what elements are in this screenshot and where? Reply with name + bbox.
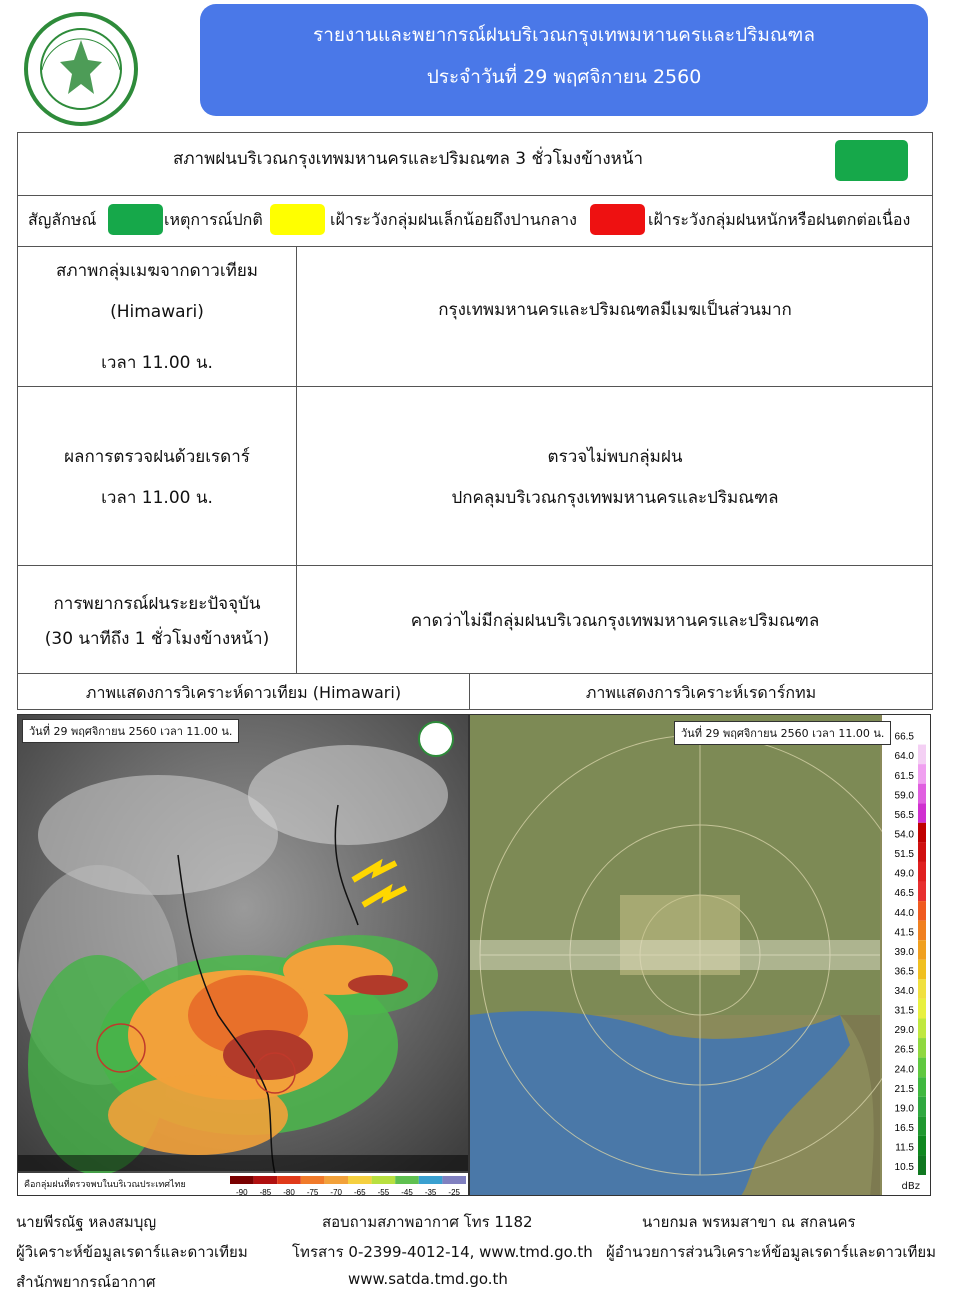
radar-caption: ภาพแสดงการวิเคราะห์เรดาร์กทม <box>585 683 817 702</box>
dbz-scale-swatch <box>918 764 926 784</box>
ir-scale-swatch <box>277 1176 301 1184</box>
ir-scale-label: -85 <box>259 1188 272 1196</box>
satellite-label-1: สภาพกลุ่มเมฆจากดาวเทียม <box>56 261 258 281</box>
dbz-scale-label: 11.5 <box>895 1142 914 1154</box>
dbz-scale-swatch <box>918 882 926 902</box>
dbz-scale-swatch <box>918 1077 926 1097</box>
ir-scale-swatch <box>230 1176 254 1184</box>
dbz-scale-label: 49.0 <box>894 868 914 880</box>
dbz-scale-label: 46.5 <box>894 888 914 900</box>
dbz-scale-label: 39.0 <box>894 946 914 958</box>
dbz-scale-label: 34.0 <box>894 986 914 998</box>
legend-watch-label: เฝ้าระวังกลุ่มฝนเล็กน้อยถึงปานกลาง <box>330 210 577 229</box>
dbz-scale-label: 10.5 <box>894 1162 914 1174</box>
report-title-banner <box>200 4 928 116</box>
satellite-label-2: (Himawari) <box>110 302 204 322</box>
dbz-scale-label: 59.0 <box>894 790 914 802</box>
ir-scale-label: -70 <box>330 1188 342 1196</box>
dbz-scale-label: 16.5 <box>894 1122 914 1134</box>
radar-label-1: ผลการตรวจฝนด้วยเรดาร์ <box>64 447 250 467</box>
dbz-scale-label: 64.0 <box>894 751 914 763</box>
dbz-scale-label: 44.0 <box>894 907 914 919</box>
dbz-scale-swatch <box>918 1058 926 1078</box>
report-date: ประจำวันที่ 29 พฤศจิกายน 2560 <box>426 66 702 88</box>
ir-scale-swatch <box>254 1176 278 1184</box>
legend-label: สัญลักษณ์ <box>28 210 97 229</box>
ir-scale-swatch <box>442 1176 466 1184</box>
dbz-scale-swatch <box>918 1155 926 1175</box>
satellite-label-3: เวลา 11.00 น. <box>101 353 213 373</box>
dbz-scale-swatch <box>918 901 926 921</box>
ir-scale-label: -55 <box>377 1188 390 1196</box>
ir-scale-swatch <box>301 1176 325 1184</box>
contact-website: www.satda.tmd.go.th <box>348 1270 508 1288</box>
ir-scale-label: -35 <box>424 1188 437 1196</box>
satellite-caption: ภาพแสดงการวิเคราะห์ดาวเทียม (Himawari) <box>85 683 402 702</box>
dbz-scale-swatch <box>918 784 926 804</box>
ir-scale-label: -90 <box>236 1188 248 1196</box>
dbz-scale-label: 56.5 <box>894 809 914 821</box>
dbz-scale-label: 36.5 <box>894 966 914 978</box>
ir-scale-swatch <box>372 1176 396 1184</box>
dbz-scale-label: 31.5 <box>894 1005 914 1017</box>
office-name: สำนักพยากรณ์อากาศ <box>16 1273 156 1291</box>
status-heading: สภาพฝนบริเวณกรุงเทพมหานครและปริมณฑล 3 ชั่วโมงข้างหน้า <box>172 149 644 169</box>
ir-scale-swatch <box>419 1176 443 1184</box>
contact-fax: โทรสาร 0-2399-4012-14, www.tmd.go.th <box>292 1243 593 1261</box>
dbz-scale-swatch <box>918 1116 926 1136</box>
dbz-scale-swatch <box>918 803 926 823</box>
dbz-scale-swatch <box>918 960 926 980</box>
director-title: ผู้อำนวยการส่วนวิเคราะห์ข้อมูลเรดาร์และดาวเทียม <box>606 1243 937 1261</box>
dbz-scale-swatch <box>918 725 926 745</box>
dbz-scale-swatch <box>918 823 926 843</box>
dbz-scale-label: 66.5 <box>894 731 914 743</box>
nowcast-label-2: (30 นาทีถึง 1 ชั่วโมงข้างหน้า) <box>44 629 270 649</box>
dbz-scale-swatch <box>918 1136 926 1156</box>
dbz-scale-swatch <box>918 921 926 941</box>
ir-scale-label: -45 <box>401 1188 413 1196</box>
radar-label-2: เวลา 11.00 น. <box>101 488 213 508</box>
satellite-key-note: คือกลุ่มฝนที่ตรวจพบในบริเวณประเทศไทย <box>24 1180 186 1190</box>
dbz-scale-swatch <box>918 940 926 960</box>
ir-scale-swatch <box>348 1176 372 1184</box>
legend-normal-swatch <box>108 204 163 235</box>
status-indicator <box>835 140 908 181</box>
dbz-scale-label: 29.0 <box>894 1025 914 1037</box>
dbz-scale-swatch <box>918 745 926 765</box>
dbz-scale-label: 61.5 <box>894 770 914 782</box>
analyst-name: นายพีรณัฐ หลงสมบุญ <box>16 1213 157 1231</box>
satellite-timestamp: วันที่ 29 พฤศจิกายน 2560 เวลา 11.00 น. <box>22 719 239 743</box>
dbz-scale-swatch <box>918 842 926 862</box>
dbz-scale-label: 19.0 <box>894 1103 914 1115</box>
nowcast-label-cell <box>17 565 297 674</box>
dbz-scale-label: 41.5 <box>894 927 914 939</box>
dbz-scale-label: 26.5 <box>894 1044 914 1056</box>
radar-image <box>469 714 931 1196</box>
radar-label-cell <box>17 386 297 566</box>
dbz-scale-swatch <box>918 1097 926 1117</box>
director-name: นายกมล พรหมสาขา ณ สกลนคร <box>642 1213 856 1231</box>
legend-warning-label: เฝ้าระวังกลุ่มฝนหนักหรือฝนตกต่อเนื่อง <box>648 210 911 229</box>
dbz-scale-label: 24.0 <box>894 1064 914 1076</box>
status-row <box>17 132 933 196</box>
radar-timestamp: วันที่ 29 พฤศจิกายน 2560 เวลา 11.00 น. <box>674 721 891 745</box>
nowcast-label-1: การพยากรณ์ฝนระยะปัจจุบัน <box>53 594 261 614</box>
dbz-scale-swatch <box>918 999 926 1019</box>
ir-scale-label: -25 <box>448 1188 460 1196</box>
dbz-scale-swatch <box>918 979 926 999</box>
dbz-unit: dBz <box>901 1181 920 1192</box>
radar-value-1: ตรวจไม่พบกลุ่มฝน <box>547 447 683 467</box>
satellite-image <box>17 714 469 1196</box>
analyst-title: ผู้วิเคราะห์ข้อมูลเรดาร์และดาวเทียม <box>16 1243 248 1261</box>
dbz-scale-label: 21.5 <box>894 1083 914 1095</box>
ir-scale-swatch <box>395 1176 419 1184</box>
report-title: รายงานและพยากรณ์ฝนบริเวณกรุงเทพมหานครและปริมณฑล <box>313 24 815 46</box>
tmd-seal-icon <box>418 721 454 757</box>
dbz-scale-swatch <box>918 1018 926 1038</box>
nowcast-value: คาดว่าไม่มีกลุ่มฝนบริเวณกรุงเทพมหานครและปริมณฑล <box>410 611 820 631</box>
dbz-scale-label: 51.5 <box>894 849 914 861</box>
legend-watch-swatch <box>270 204 325 235</box>
ir-scale-label: -80 <box>283 1188 295 1196</box>
ir-scale-label: -75 <box>306 1188 319 1196</box>
radar-value-2: ปกคลุมบริเวณกรุงเทพมหานครและปริมณฑล <box>451 488 779 508</box>
ir-scale-swatch <box>324 1176 348 1184</box>
legend-normal-label: เหตุการณ์ปกติ <box>164 210 263 229</box>
ir-scale-label: -65 <box>354 1188 366 1196</box>
dbz-scale-swatch <box>918 862 926 882</box>
contact-phone: สอบถามสภาพอากาศ โทร 1182 <box>322 1213 533 1231</box>
dbz-scale-label: 54.0 <box>894 829 914 841</box>
dbz-scale-swatch <box>918 1038 926 1058</box>
satellite-value: กรุงเทพมหานครและปริมณฑลมีเมฆเป็นส่วนมาก <box>438 300 792 320</box>
meteorological-department-logo <box>22 10 140 128</box>
legend-warning-swatch <box>590 204 645 235</box>
